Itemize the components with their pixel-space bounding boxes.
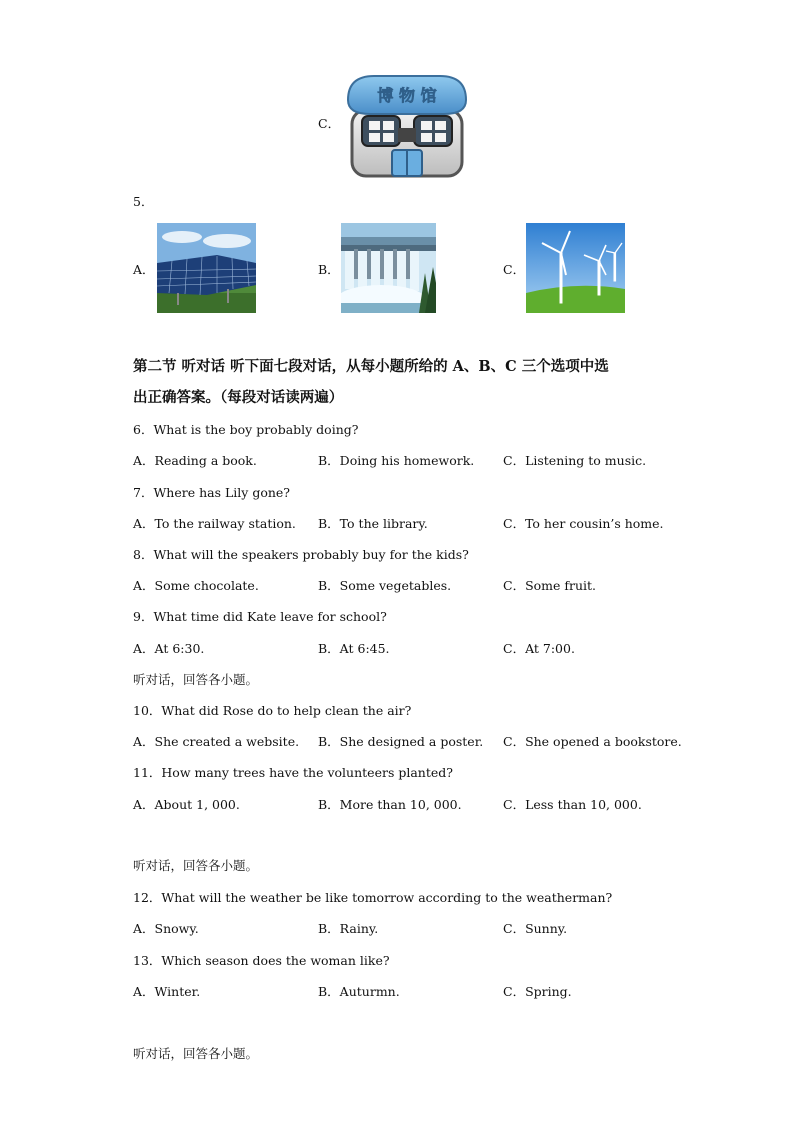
question-11-option-b[interactable]: B．More than 10, 000. bbox=[318, 797, 462, 812]
question-10-option-c[interactable]: C．She opened a bookstore. bbox=[503, 734, 682, 749]
question-10-stem: 10．What did Rose do to help clean the air? bbox=[133, 703, 412, 718]
question-9-option-c[interactable]: C．At 7:00. bbox=[503, 641, 575, 656]
museum-icon bbox=[344, 70, 470, 178]
question-12-option-a[interactable]: A．Snowy. bbox=[133, 921, 199, 936]
group-3-intro: 听对话，回答各小题。 bbox=[133, 1046, 259, 1061]
section-heading-line1: 第二节 听对话 听下面七段对话，从每小题所给的 A、B、C 三个选项中选 bbox=[133, 358, 609, 375]
question-6-stem: 6．What is the boy probably doing? bbox=[133, 422, 359, 437]
question-11-stem: 11．How many trees have the volunteers planted? bbox=[133, 765, 453, 780]
question-7-stem: 7．Where has Lily gone? bbox=[133, 485, 290, 500]
question-13-option-b[interactable]: B．Auturmn. bbox=[318, 984, 400, 999]
question-10-option-a[interactable]: A．She created a website. bbox=[133, 734, 300, 749]
question-6-option-a[interactable]: A．Reading a book. bbox=[133, 453, 257, 468]
question-9-option-a[interactable]: A．At 6:30. bbox=[133, 641, 205, 656]
q4-option-c-label: C． bbox=[318, 116, 341, 131]
question-8-option-b[interactable]: B．Some vegetables. bbox=[318, 578, 452, 593]
question-8-option-a[interactable]: A．Some chocolate. bbox=[133, 578, 259, 593]
section-heading-line2: 出正确答案。（每段对话读两遍） bbox=[133, 389, 344, 406]
question-13-option-c[interactable]: C．Spring. bbox=[503, 984, 572, 999]
question-11-option-c[interactable]: C．Less than 10, 000. bbox=[503, 797, 642, 812]
question-13-option-a[interactable]: A．Winter. bbox=[133, 984, 201, 999]
museum-sign-text: 博 物 馆 bbox=[377, 86, 437, 105]
question-7-option-c[interactable]: C．To her cousin’s home. bbox=[503, 516, 664, 531]
solar-panels-image bbox=[157, 223, 256, 313]
question-11-option-a[interactable]: A．About 1, 000. bbox=[133, 797, 240, 812]
group-2-intro: 听对话，回答各小题。 bbox=[133, 858, 259, 873]
question-10-option-b[interactable]: B．She designed a poster. bbox=[318, 734, 484, 749]
question-9-stem: 9．What time did Kate leave for school? bbox=[133, 609, 387, 624]
question-8-stem: 8．What will the speakers probably buy for the kids? bbox=[133, 547, 469, 562]
question-9-option-b[interactable]: B．At 6:45. bbox=[318, 641, 390, 656]
hydro-dam-image bbox=[341, 223, 436, 313]
question-6-option-b[interactable]: B．Doing his homework. bbox=[318, 453, 475, 468]
question-7-option-b[interactable]: B．To the library. bbox=[318, 516, 428, 531]
question-7-option-a[interactable]: A．To the railway station. bbox=[133, 516, 296, 531]
question-8-option-c[interactable]: C．Some fruit. bbox=[503, 578, 597, 593]
q5-option-c-label: C． bbox=[503, 262, 526, 277]
question-5-number: 5． bbox=[133, 194, 154, 209]
question-12-option-b[interactable]: B．Rainy. bbox=[318, 921, 379, 936]
wind-turbines-image bbox=[526, 223, 625, 313]
question-12-option-c[interactable]: C．Sunny. bbox=[503, 921, 568, 936]
question-12-stem: 12．What will the weather be like tomorrow according to the weatherman? bbox=[133, 890, 613, 905]
group-1-intro: 听对话，回答各小题。 bbox=[133, 672, 259, 687]
q5-option-b-label: B． bbox=[318, 262, 340, 277]
q5-option-a-label: A． bbox=[133, 262, 155, 277]
question-6-option-c[interactable]: C．Listening to music. bbox=[503, 453, 647, 468]
question-13-stem: 13．Which season does the woman like? bbox=[133, 953, 390, 968]
